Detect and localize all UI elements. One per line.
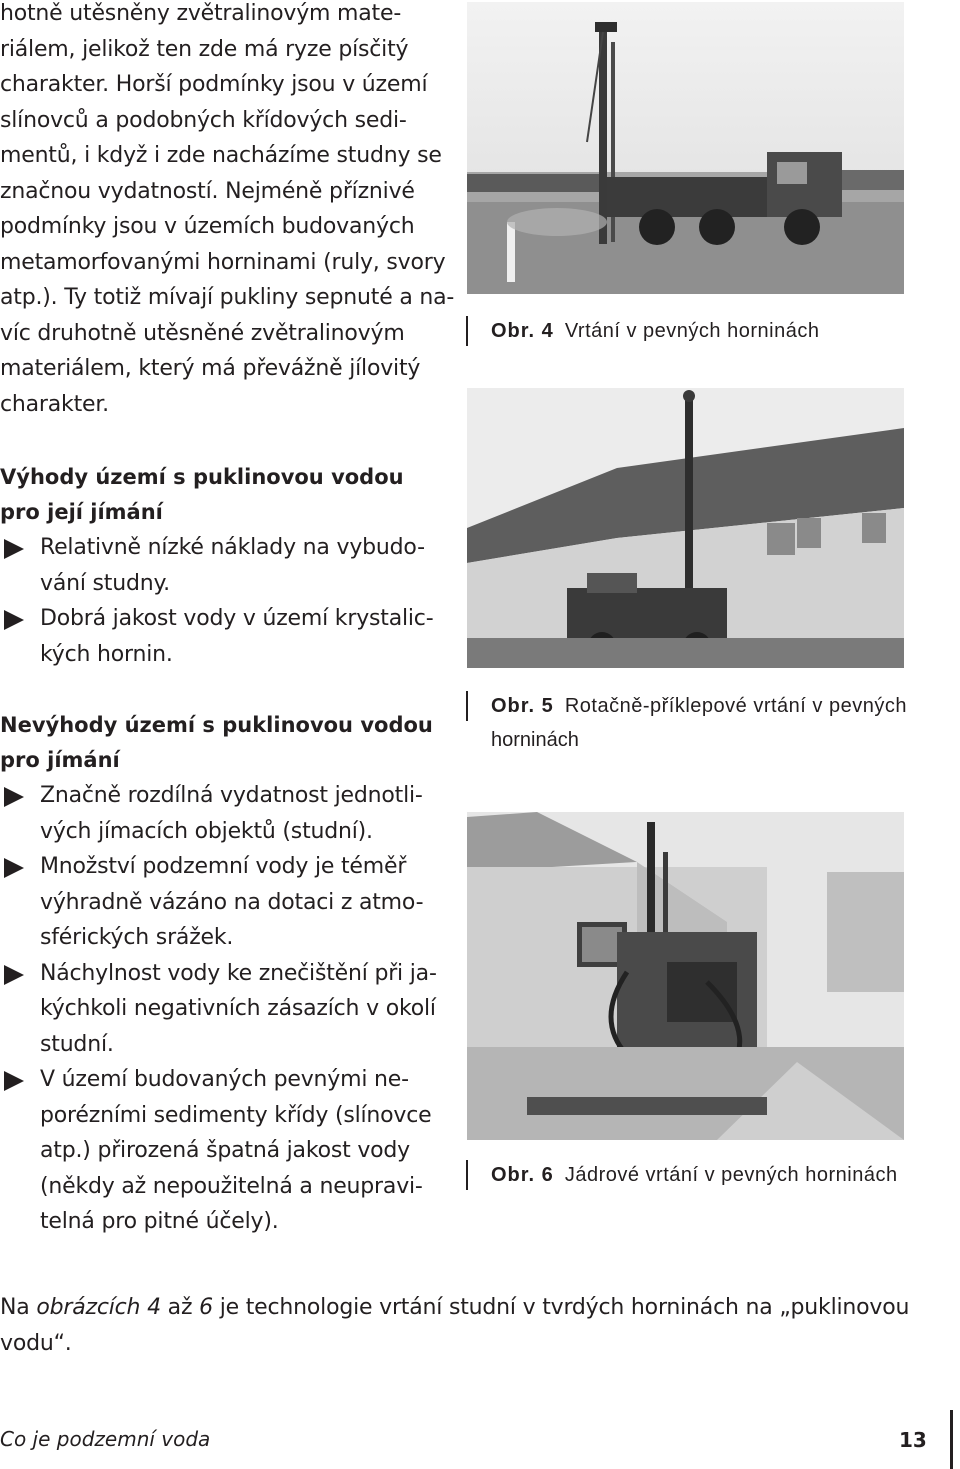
intro-line: charakter. Horší podmínky jsou v území [0,72,428,97]
triangle-bullet-icon [4,610,24,630]
intro-line: metamorfovanými horninami (ruly, svory [0,249,446,275]
triangle-bullet-icon [4,1071,24,1091]
intro-line: riálem, jelikož ten zde má ryze písčitý [0,36,409,62]
disadvantages-heading: Nevýhody území s puklinovou vodou pro jímání [0,713,433,772]
triangle-bullet-icon [4,965,24,985]
bottom-line-1: Na obrázcích 4 až 6 je technologie vrtání studní v tvrdých horninách na „puklinovou [0,1295,910,1320]
core-drilling-photo [467,812,904,1140]
disadvantage-item: V území budovaných pevnými ne- porézními sedimenty křídy (slínovce atp.) přirozená špatná jakost vody (někdy až nepoužitelná a neupravi- telná pro pitné účely). [0,1062,440,1240]
intro-line: značnou vydatností. Nejméně příznivé [0,178,415,204]
figure-caption-text: Jádrové vrtání v pevných horninách [564,1164,898,1186]
figure-caption-text: Rotačně-příklepové vrtání v pevných [564,695,907,717]
figure-caption-text: Vrtání v pevných horninách [564,320,820,342]
disadvantage-item: Množství podzemní vody je téměř výhradně vázáno na dotaci z atmo- sférických srážek. [0,849,440,956]
triangle-bullet-icon [4,787,24,807]
drilling-truck-photo [467,2,904,294]
caption-bar [466,691,468,721]
footer-title: Co je podzemní voda [0,1427,211,1451]
intro-line: podmínky jsou v územích budovaných [0,214,415,239]
disadvantage-item: Náchylnost vody ke znečištění při ja- kýchkoli negativních zásazích v okolí studní. [0,956,440,1063]
left-column [0,0,455,1240]
figure-label: Obr. 5 [491,695,554,717]
figure-4-caption [466,314,936,348]
bottom-line-2: vodu“. [0,1331,72,1356]
triangle-bullet-icon [4,539,24,559]
intro-line: slínovců a podobných křídových sedi- [0,107,407,133]
intro-line: atp.). Ty totiž mívají pukliny sepnuté a na- [0,285,455,310]
disadvantage-item: Značně rozdílná vydatnost jednotli- vých jímacích objektů (studní). [0,778,440,849]
advantage-item: Dobrá jakost vody v území krystalic- kých hornin. [0,601,440,672]
triangle-bullet-icon [4,858,24,878]
intro-paragraph [0,0,455,422]
advantage-item: Relativně nízké náklady na vybudo- vání studny. [0,530,440,601]
rotary-drilling-photo [467,388,904,668]
intro-line: mentů, i když i zde nacházíme studny se [0,143,442,168]
figure-5-caption [466,689,936,757]
figure-6-caption [466,1158,936,1192]
caption-bar [466,316,468,346]
figure-label: Obr. 4 [491,320,554,342]
intro-line: víc druhotně utěsněné zvětralinovým [0,320,405,346]
figure-caption-text: horninách [491,729,579,751]
figure-label: Obr. 6 [491,1164,554,1186]
intro-line: hotně utěsněny zvětralinovým mate- [0,1,402,26]
footer-rule [950,1410,953,1469]
intro-line: materiálem, který má převážně jílovitý [0,356,421,381]
advantages-heading: Výhody území s puklinovou vodou pro její jímání [0,465,404,524]
caption-bar [466,1160,468,1190]
intro-line: charakter. [0,391,109,417]
figures-reference-paragraph [0,1290,940,1362]
page-number: 13 [899,1428,927,1452]
